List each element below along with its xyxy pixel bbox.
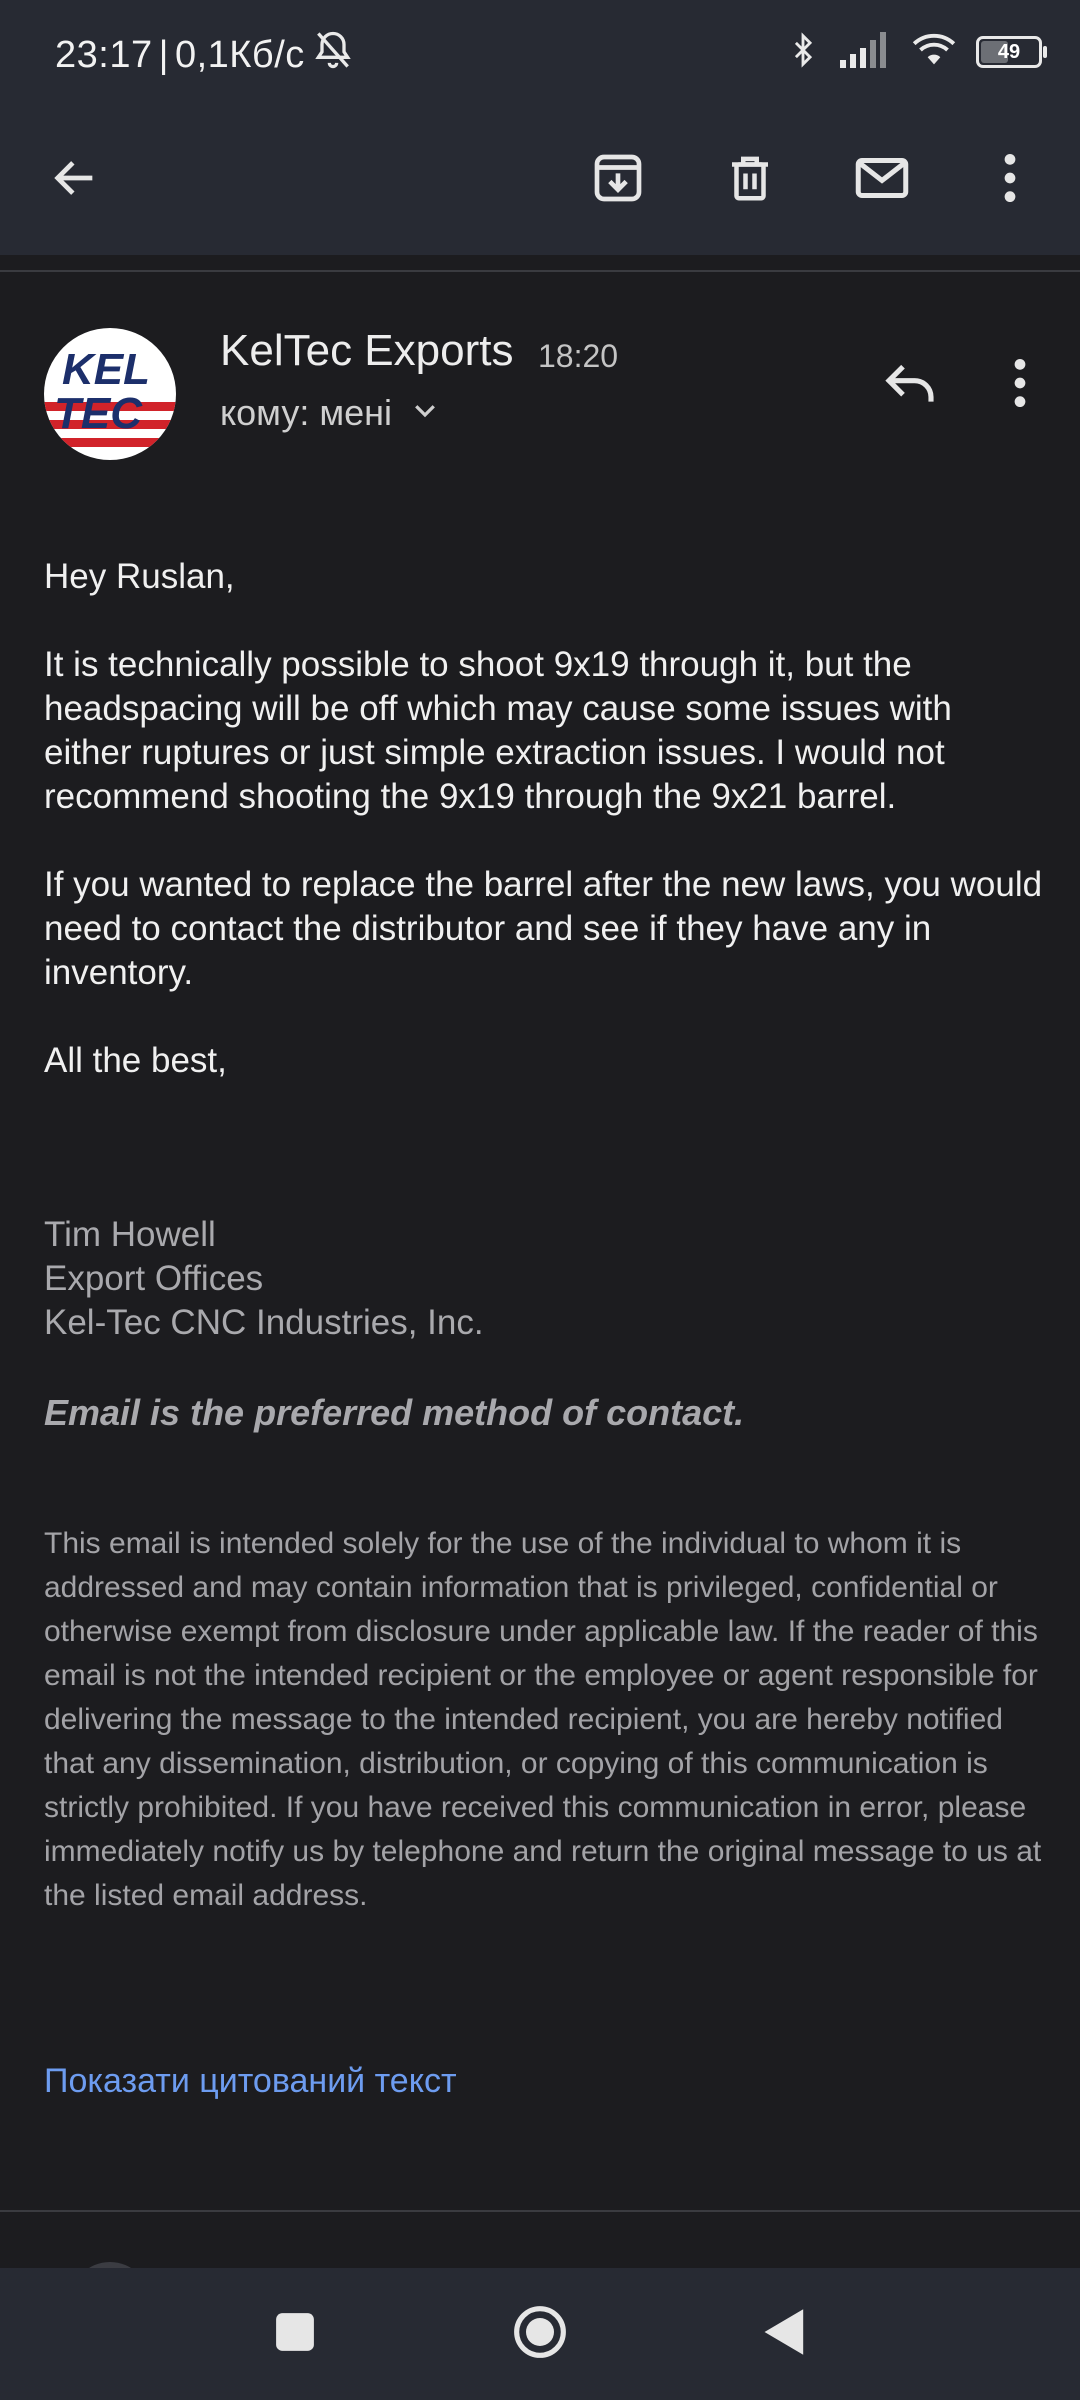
bluetooth-icon bbox=[786, 30, 820, 75]
status-icons bbox=[786, 28, 1042, 76]
body-paragraph: Hey Ruslan, bbox=[44, 557, 235, 596]
wifi-icon bbox=[912, 32, 956, 73]
recipient-details-toggle[interactable] bbox=[220, 392, 440, 434]
signal-icon bbox=[840, 32, 892, 73]
system-nav-bar bbox=[0, 2268, 1080, 2400]
back-button[interactable] bbox=[30, 135, 120, 225]
status-left bbox=[55, 28, 355, 82]
body-paragraph: If you wanted to replace the barrel after the new laws, you would need to contact the distributor and see if they have any in inventory. bbox=[44, 865, 1043, 992]
app-header bbox=[0, 0, 1080, 255]
sender-avatar[interactable] bbox=[44, 328, 176, 460]
confidentiality-disclaimer: This email is intended solely for the use of the individual to whom it is addressed and may contain information that is privileged, confidential or otherwise exempt from disclosure under applicable law. If the reader of this email is not the intended recipient or the employee or agent responsible for delivering the message to the intended recipient, you are hereby notified that any dissemination, distribution, or copying of this communication is strictly prohibited. If you have received this communication in error, please immediately notify us by telephone and return the original message to us at the listed email address. bbox=[44, 1527, 1042, 1912]
mute-bell-icon bbox=[311, 28, 355, 82]
avatar-logo-bottom: TEC bbox=[54, 389, 142, 438]
network-speed: 0,1Кб/с bbox=[174, 33, 305, 76]
body-paragraph: All the best, bbox=[44, 1041, 227, 1080]
message-toolbar bbox=[0, 105, 1080, 255]
home-circle-icon bbox=[512, 2304, 568, 2365]
message-body bbox=[44, 555, 1044, 1127]
avatar-logo-top: KEL bbox=[62, 345, 150, 394]
status-separator: | bbox=[158, 33, 169, 76]
battery-icon bbox=[976, 36, 1042, 68]
mark-unread-button[interactable] bbox=[837, 135, 927, 225]
signature-title: Export Offices bbox=[44, 1259, 264, 1298]
recipient-label: кому: мені bbox=[220, 392, 392, 433]
show-quoted-text-link[interactable]: Показати цитований текст bbox=[44, 2062, 457, 2100]
preferred-contact-note: Email is the preferred method of contact. bbox=[44, 1392, 745, 1433]
battery-level: 49 bbox=[997, 40, 1021, 63]
square-icon bbox=[274, 2311, 316, 2358]
signature-name: Tim Howell bbox=[44, 1215, 216, 1254]
more-vert-icon bbox=[990, 150, 1030, 211]
home-button[interactable] bbox=[490, 2288, 590, 2380]
more-options-button[interactable] bbox=[965, 135, 1055, 225]
back-arrow-icon bbox=[49, 152, 101, 209]
back-nav-button[interactable] bbox=[735, 2288, 835, 2380]
chevron-down-icon bbox=[410, 392, 440, 434]
signature bbox=[44, 1213, 1044, 1345]
message-divider bbox=[0, 2210, 1080, 2212]
status-time: 23:17 bbox=[55, 33, 153, 76]
archive-button[interactable] bbox=[573, 135, 663, 225]
archive-icon bbox=[590, 150, 646, 211]
delete-icon bbox=[723, 151, 777, 210]
delete-button[interactable] bbox=[705, 135, 795, 225]
triangle-back-icon bbox=[762, 2307, 808, 2362]
status-bar bbox=[0, 0, 1080, 105]
reply-icon bbox=[882, 355, 938, 416]
message-more-button[interactable] bbox=[975, 340, 1065, 430]
more-vert-icon bbox=[1000, 355, 1040, 416]
recents-button[interactable] bbox=[245, 2288, 345, 2380]
sender-name[interactable]: KelTec Exports bbox=[220, 326, 514, 375]
signature-company: Kel-Tec CNC Industries, Inc. bbox=[44, 1303, 484, 1342]
reply-button[interactable] bbox=[865, 340, 955, 430]
mark-unread-icon bbox=[852, 148, 912, 213]
message-time: 18:20 bbox=[538, 338, 619, 374]
body-paragraph: It is technically possible to shoot 9x19 through it, but the headspacing will be off which may cause some issues with either ruptures or just simple extraction issues. I would not recommend shooting the 9x19 through the 9x21 barrel. bbox=[44, 645, 952, 816]
keltec-logo bbox=[44, 328, 176, 460]
header-divider bbox=[0, 270, 1080, 272]
